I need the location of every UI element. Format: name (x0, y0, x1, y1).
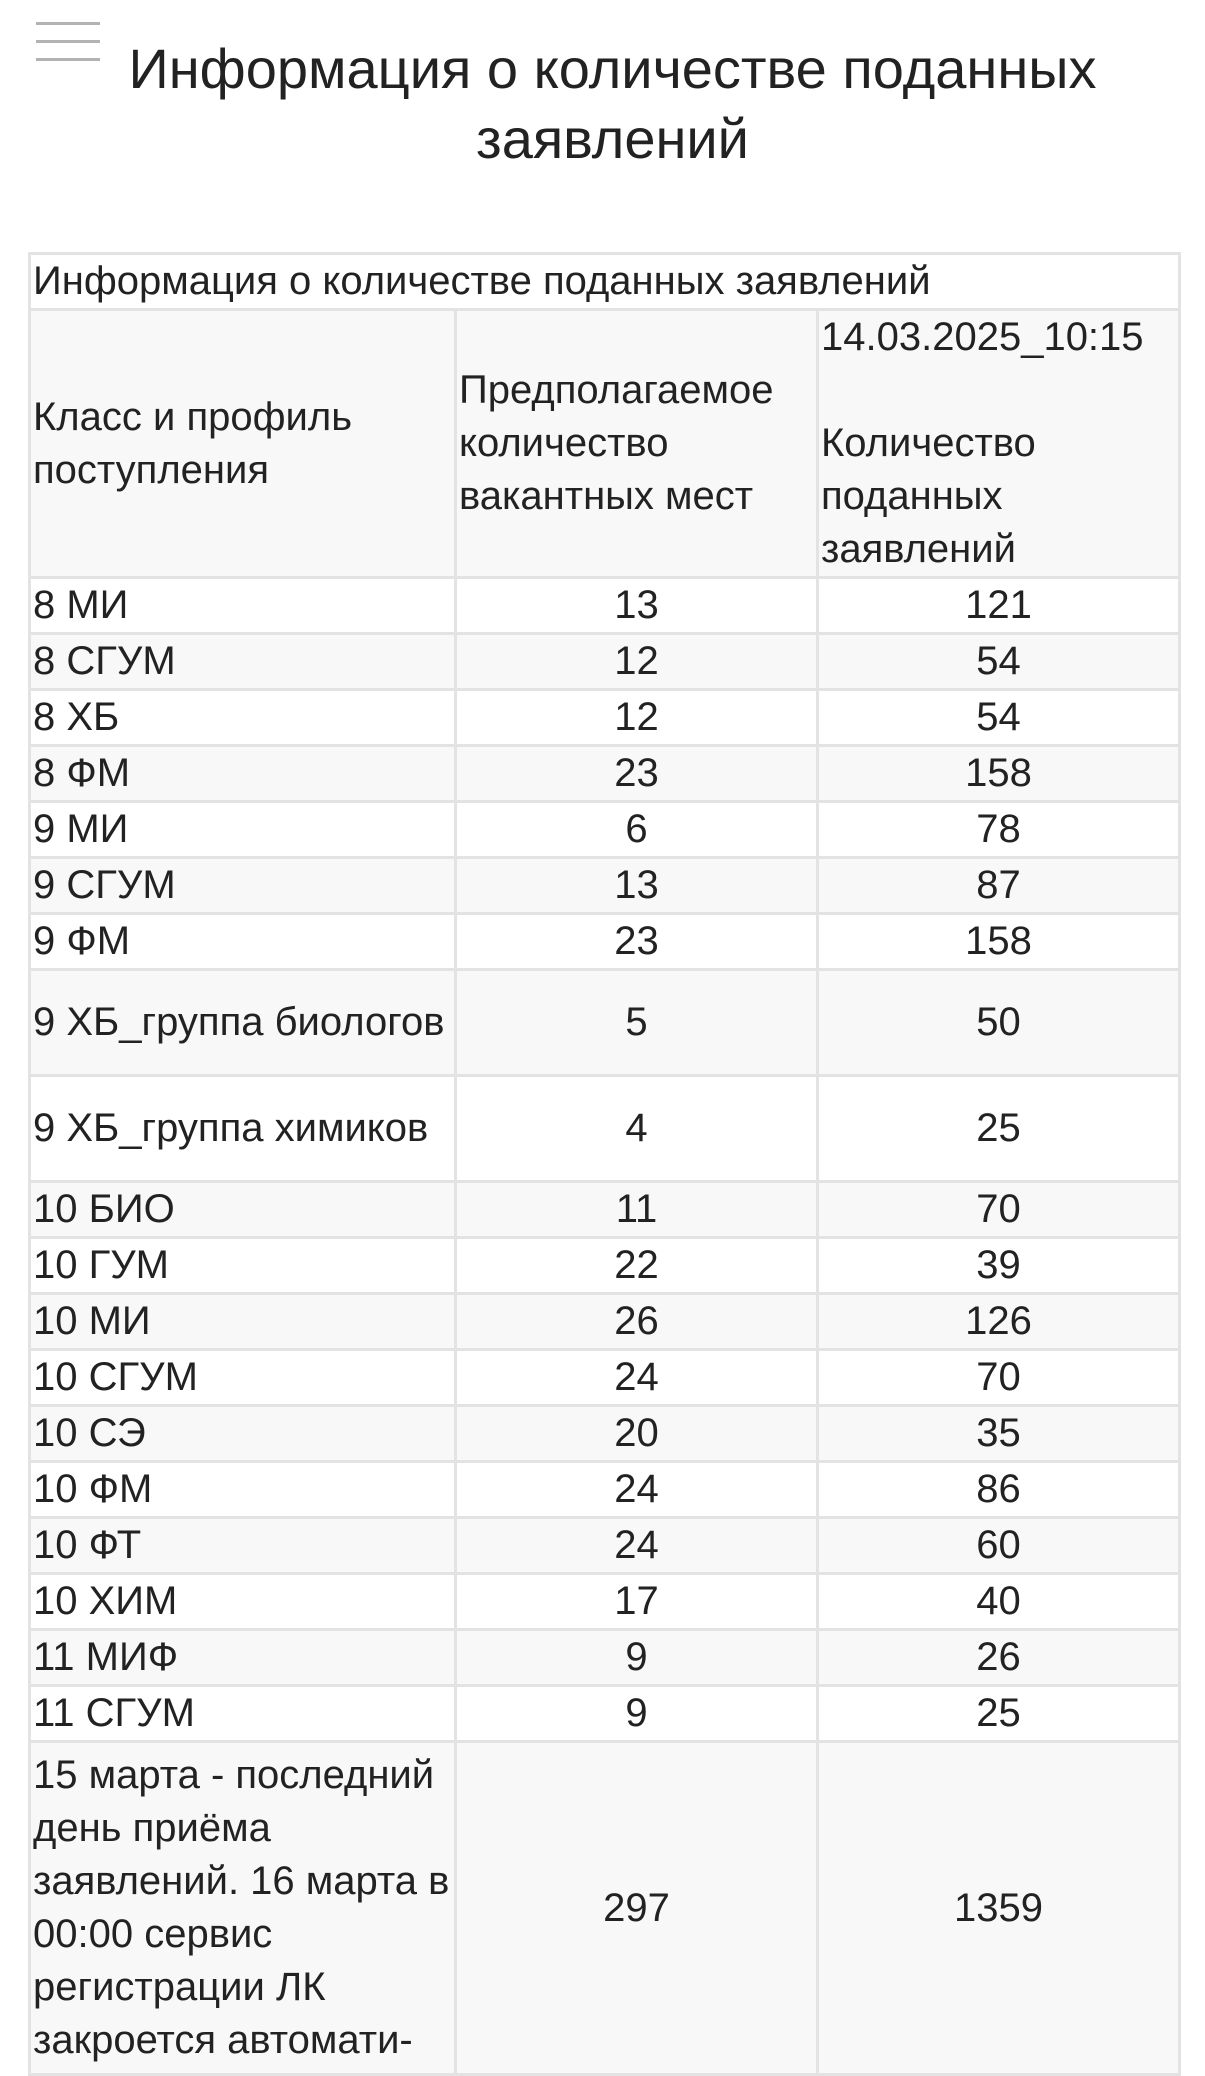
cell-class-profile: 8 ФМ (30, 746, 456, 802)
cell-applications: 54 (818, 634, 1180, 690)
menu-bar (36, 22, 100, 25)
cell-applications: 158 (818, 746, 1180, 802)
cell-vacancies: 26 (456, 1294, 818, 1350)
cell-vacancies: 24 (456, 1350, 818, 1406)
cell-applications: 121 (818, 578, 1180, 634)
table-header-row (30, 310, 1180, 578)
table-row (30, 1518, 1180, 1574)
cell-vacancies: 17 (456, 1574, 818, 1630)
table-row (30, 690, 1180, 746)
cell-vacancies: 12 (456, 634, 818, 690)
table-row (30, 970, 1180, 1076)
table-row (30, 1076, 1180, 1182)
cell-class-profile: 10 ГУМ (30, 1238, 456, 1294)
cell-vacancies: 9 (456, 1630, 818, 1686)
menu-bar (36, 58, 100, 61)
cell-class-profile: 9 ХБ_группа химиков (30, 1076, 456, 1182)
table-row (30, 746, 1180, 802)
cell-class-profile: 9 СГУМ (30, 858, 456, 914)
cell-applications: 60 (818, 1518, 1180, 1574)
cell-applications: 26 (818, 1630, 1180, 1686)
cell-class-profile: 10 ФМ (30, 1462, 456, 1518)
cell-class-profile: 8 ХБ (30, 690, 456, 746)
cell-class-profile: 10 ФТ (30, 1518, 456, 1574)
table-row (30, 1294, 1180, 1350)
cell-applications: 35 (818, 1406, 1180, 1462)
header-applications (818, 310, 1180, 578)
cell-vacancies: 13 (456, 578, 818, 634)
header-vacancies: Предполагаемое количество вакантных мест (456, 310, 818, 578)
table-caption-row (30, 254, 1180, 310)
cell-applications: 25 (818, 1686, 1180, 1742)
table-row (30, 1574, 1180, 1630)
cell-vacancies: 22 (456, 1238, 818, 1294)
cell-class-profile: 11 МИФ (30, 1630, 456, 1686)
cell-vacancies: 9 (456, 1686, 818, 1742)
cell-class-profile: 9 МИ (30, 802, 456, 858)
table-row (30, 1238, 1180, 1294)
cell-vacancies: 4 (456, 1076, 818, 1182)
table-row (30, 1462, 1180, 1518)
header-class-profile: Класс и профиль поступления (30, 310, 456, 578)
table-row (30, 1350, 1180, 1406)
table-row (30, 1406, 1180, 1462)
table-row (30, 914, 1180, 970)
cell-applications: 70 (818, 1350, 1180, 1406)
table-row (30, 634, 1180, 690)
cell-applications: 87 (818, 858, 1180, 914)
cell-class-profile: 9 ХБ_группа биологов (30, 970, 456, 1076)
cell-applications: 40 (818, 1574, 1180, 1630)
cell-class-profile: 10 БИО (30, 1182, 456, 1238)
cell-vacancies: 11 (456, 1182, 818, 1238)
cell-vacancies: 24 (456, 1462, 818, 1518)
cell-vacancies: 6 (456, 802, 818, 858)
cell-applications: 39 (818, 1238, 1180, 1294)
cell-vacancies: 23 (456, 746, 818, 802)
table-row (30, 802, 1180, 858)
table-row (30, 1182, 1180, 1238)
cell-class-profile: 10 СГУМ (30, 1350, 456, 1406)
header-applications-label: Количество поданных заявлений (821, 421, 1036, 571)
cell-vacancies: 24 (456, 1518, 818, 1574)
footer-note: 15 марта - последний день приёма заявлений. 16 марта в 00:00 сервис регистрации ЛК закроется автомати- (30, 1742, 456, 2075)
cell-applications: 50 (818, 970, 1180, 1076)
table-row (30, 578, 1180, 634)
cell-class-profile: 10 МИ (30, 1294, 456, 1350)
cell-applications: 25 (818, 1076, 1180, 1182)
cell-applications: 78 (818, 802, 1180, 858)
menu-bar (36, 40, 100, 43)
table-caption: Информация о количестве поданных заявлений (30, 254, 1180, 310)
cell-vacancies: 5 (456, 970, 818, 1076)
cell-vacancies: 12 (456, 690, 818, 746)
cell-class-profile: 11 СГУМ (30, 1686, 456, 1742)
footer-total-vacancies: 297 (456, 1742, 818, 2075)
cell-class-profile: 8 СГУМ (30, 634, 456, 690)
cell-vacancies: 23 (456, 914, 818, 970)
table-row (30, 1630, 1180, 1686)
cell-class-profile: 8 МИ (30, 578, 456, 634)
cell-applications: 126 (818, 1294, 1180, 1350)
cell-class-profile: 10 СЭ (30, 1406, 456, 1462)
applications-table (28, 252, 1181, 2076)
cell-vacancies: 13 (456, 858, 818, 914)
cell-applications: 54 (818, 690, 1180, 746)
table-row (30, 858, 1180, 914)
cell-class-profile: 10 ХИМ (30, 1574, 456, 1630)
cell-applications: 86 (818, 1462, 1180, 1518)
cell-class-profile: 9 ФМ (30, 914, 456, 970)
table-footer-row (30, 1742, 1180, 2075)
page-title: Информация о количестве поданных заявлений (128, 37, 1097, 170)
table-row (30, 1686, 1180, 1742)
hamburger-menu-icon[interactable] (36, 22, 100, 66)
cell-vacancies: 20 (456, 1406, 818, 1462)
cell-applications: 158 (818, 914, 1180, 970)
header-date: 14.03.2025_10:15 (821, 315, 1144, 359)
footer-total-applications: 1359 (818, 1742, 1180, 2075)
cell-applications: 70 (818, 1182, 1180, 1238)
